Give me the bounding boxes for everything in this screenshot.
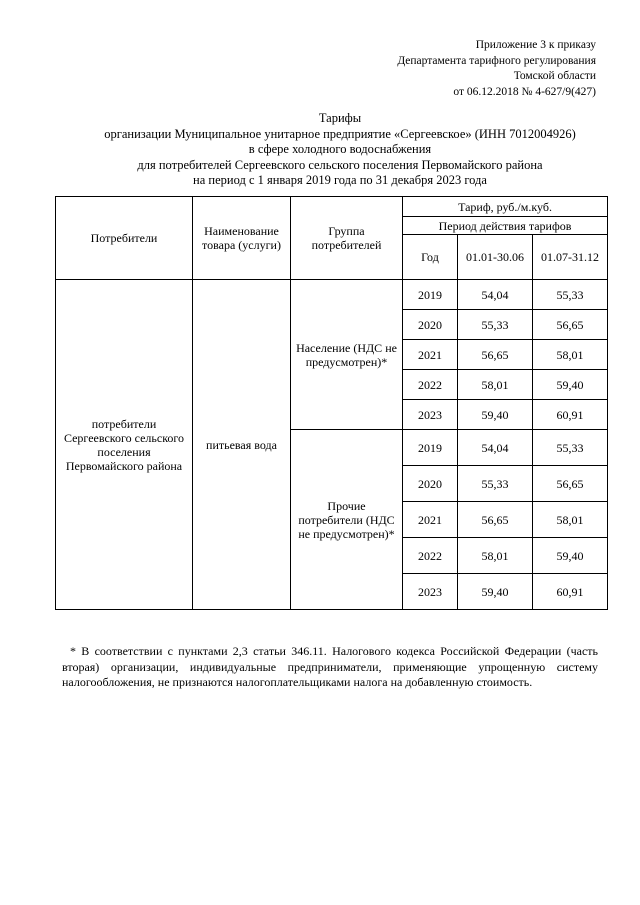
year-cell: 2022 (403, 538, 458, 574)
tariff-h1-cell: 56,65 (458, 340, 533, 370)
tariff-h2-cell: 59,40 (533, 538, 608, 574)
tariff-h1-cell: 54,04 (458, 430, 533, 466)
group-cell: Население (НДС не предусмотрен)* (291, 280, 403, 430)
tariff-h2-cell: 55,33 (533, 280, 608, 310)
title-line: организации Муниципальное унитарное предприятие «Сергеевское» (ИНН 7012004926) (104, 126, 576, 141)
year-cell: 2021 (403, 502, 458, 538)
header-group: Группа потребителей (291, 197, 403, 280)
approval-line: от 06.12.2018 № 4-627/9(427) (453, 85, 596, 98)
year-cell: 2019 (403, 430, 458, 466)
tariff-h1-cell: 56,65 (458, 502, 533, 538)
footnote: * В соответствии с пунктами 2,3 статьи 346.11. Налогового кодекса Российской Федерации (часть вторая) организации, индивидуальные предприниматели, применяющие упрощенную систему налогообложения, не признаются налогоплательщиками налога на добавленную стоимость. (62, 644, 598, 689)
table-row (56, 280, 608, 310)
year-cell: 2023 (403, 574, 458, 610)
title-line: для потребителей Сергеевского сельского поселения Первомайского района (137, 157, 543, 172)
header-year: Год (403, 235, 458, 280)
tariff-h1-cell: 59,40 (458, 400, 533, 430)
year-cell: 2021 (403, 340, 458, 370)
title-line: на период с 1 января 2019 года по 31 декабря 2023 года (193, 173, 487, 187)
tariff-h2-cell: 58,01 (533, 502, 608, 538)
tariff-h1-cell: 55,33 (458, 466, 533, 502)
header-half2: 01.07-31.12 (533, 235, 608, 280)
year-cell: 2019 (403, 280, 458, 310)
group-cell: Прочие потребители (НДС не предусмотрен)* (291, 430, 403, 610)
header-product: Наименование товара (услуги) (193, 197, 291, 280)
year-cell: 2023 (403, 400, 458, 430)
tariff-h1-cell: 54,04 (458, 280, 533, 310)
tariff-h2-cell: 58,01 (533, 340, 608, 370)
approval-line: Томской области (513, 70, 596, 82)
tariff-h2-cell: 59,40 (533, 370, 608, 400)
header-tariff: Тариф, руб./м.куб. (403, 197, 608, 217)
approval-line: Департамента тарифного регулирования (397, 54, 596, 67)
year-cell: 2020 (403, 310, 458, 340)
tariff-table (55, 196, 608, 610)
header-consumers: Потребители (56, 197, 193, 280)
year-cell: 2020 (403, 466, 458, 502)
approval-line: Приложение 3 к приказу (475, 39, 596, 51)
tariff-h2-cell: 55,33 (533, 430, 608, 466)
consumer-cell: потребители Сергеевского сельского поселения Первомайского района (56, 280, 193, 610)
tariff-h1-cell: 58,01 (458, 538, 533, 574)
tariff-h2-cell: 56,65 (533, 310, 608, 340)
tariff-h2-cell: 60,91 (533, 574, 608, 610)
tariff-h1-cell: 59,40 (458, 574, 533, 610)
title-line: Тарифы (318, 111, 362, 125)
header-half1: 01.01-30.06 (458, 235, 533, 280)
approval-block (397, 38, 596, 100)
tariff-h2-cell: 60,91 (533, 400, 608, 430)
title-line: в сфере холодного водоснабжения (248, 142, 432, 156)
header-period: Период действия тарифов (403, 217, 608, 235)
tariff-h1-cell: 55,33 (458, 310, 533, 340)
document-title (60, 111, 620, 189)
year-cell: 2022 (403, 370, 458, 400)
tariff-h2-cell: 56,65 (533, 466, 608, 502)
tariff-h1-cell: 58,01 (458, 370, 533, 400)
product-cell: питьевая вода (193, 280, 291, 610)
